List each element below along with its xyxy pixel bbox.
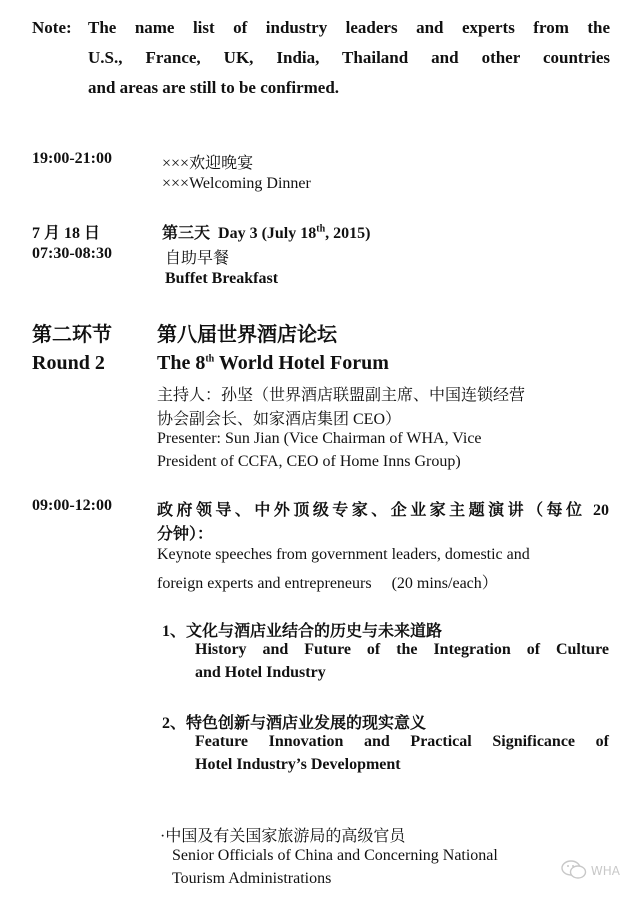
dinner-title-en: ×××Welcoming Dinner	[162, 175, 311, 192]
keynote-en-2-tail: (20 mins/each）	[391, 575, 498, 592]
forum-title-en-sup: th	[205, 353, 215, 365]
note-line-3: and areas are still to be confirmed.	[88, 78, 340, 97]
keynote-en-1: Keynote speeches from government leaders, domestic and	[157, 546, 530, 563]
presenter-en-1: Presenter: Sun Jian (Vice Chairman of WHA, Vice	[157, 430, 482, 447]
note-line-1: The name list of industry leaders and experts from the	[88, 18, 610, 37]
wechat-icon	[561, 869, 591, 883]
round2-label-cn: 第二环节	[32, 324, 112, 346]
keynote-cn-2: 分钟）：	[157, 526, 214, 543]
dinner-title-cn: ×××欢迎晚宴	[162, 155, 254, 172]
forum-title-en	[157, 352, 389, 375]
note-label: Note:	[32, 18, 72, 37]
keynote-cn-1: 政府领导、中外顶级专家、企业家主题演讲（每位 20	[157, 502, 609, 519]
day3-title-en-post: , 2015)	[325, 225, 371, 242]
keynote-en-2	[157, 570, 498, 593]
round2-label-en: Round 2	[32, 352, 105, 374]
forum-title-cn: 第八届世界酒店论坛	[157, 324, 337, 346]
officials-cn: ·中国及有关国家旅游局的高级官员	[160, 828, 406, 845]
keynote-en-2-main: foreign experts and entrepreneurs	[157, 575, 372, 592]
day3-title-en	[218, 225, 370, 242]
breakfast-en: Buffet Breakfast	[165, 270, 279, 287]
day3-title	[162, 220, 370, 243]
topic-2-cn: 2、特色创新与酒店业发展的现实意义	[162, 715, 427, 732]
watermark-text: WHA	[590, 864, 620, 878]
day3-title-en-pre: Day 3 (July 18	[218, 225, 317, 242]
note-line-2: U.S., France, UK, India, Thailand and other countries	[88, 48, 610, 67]
topic-1-en-2: and Hotel Industry	[195, 664, 326, 681]
host-cn-2: 协会副会长、如家酒店集团 CEO）	[157, 411, 402, 428]
officials-en-2: Tourism Administrations	[172, 870, 332, 887]
day3-title-en-sup: th	[316, 223, 326, 235]
topic-1-cn: 1、文化与酒店业结合的历史与未来道路	[162, 623, 443, 640]
breakfast-cn: 自助早餐	[165, 250, 230, 267]
keynote-time: 09:00-12:00	[32, 497, 112, 514]
dinner-time: 19:00-21:00	[32, 150, 112, 167]
forum-title-en-post: World Hotel Forum	[214, 352, 389, 374]
officials-en-1: Senior Officials of China and Concerning National	[172, 847, 498, 864]
topic-1-en-1: History and Future of the Integration of Culture	[195, 641, 609, 658]
topic-2-en-1: Feature Innovation and Practical Significance of	[195, 733, 609, 750]
topic-2-en-2: Hotel Industry’s Development	[195, 756, 401, 773]
presenter-en-2: President of CCFA, CEO of Home Inns Group)	[157, 453, 461, 470]
breakfast-time: 07:30-08:30	[32, 245, 112, 262]
day3-date: 7 月 18 日	[32, 225, 101, 242]
day3-title-cn: 第三天	[162, 225, 211, 242]
host-cn-1: 主持人：孙坚（世界酒店联盟副主席、中国连锁经营	[157, 387, 526, 404]
forum-title-en-pre: The 8	[157, 352, 206, 374]
watermark	[561, 860, 620, 883]
